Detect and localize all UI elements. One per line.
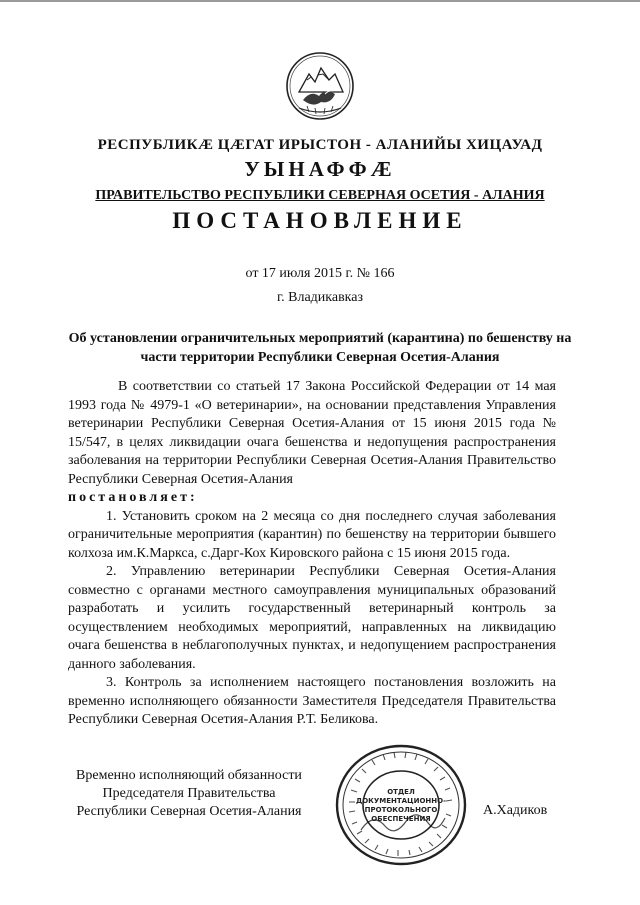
preamble-paragraph: В соответствии со статьей 17 Закона Российской Федерации от 14 мая 1993 года № 4979-1 «О ветеринарии», на основании представления Управления ветеринарии Республики Северная Осетия-Алания от 15 июня 2015 года № 15/547, в целях ликвидации очага бешенства и недопущения распространения заболевания на территории Республики Северная Осетия-Алания Правительство Республики Северная Осетия-Алания — [68, 379, 556, 487]
resolves-word: постановляет: — [68, 490, 198, 505]
position-line-1: Временно исполняющий обязанности — [76, 768, 302, 783]
item-2-paragraph: 2. Управлению ветеринарии Республики Северная Осетия-Алания совместно с органами местного самоуправления муниципальных образований разработать и усилить государственный ветеринарный контроль за осуществлением необходимых мероприятий, направленных на ликвидацию очага бешенства в неблагополучных пунктах, и недопущением распространения данного заболевания. — [68, 564, 556, 672]
top-scan-edge — [0, 0, 640, 2]
position-line-3: Республики Северная Осетия-Алания — [76, 804, 302, 819]
signatory-name: А.Хадиков — [483, 803, 548, 818]
republic-ossetian-header: РЕСПУБЛИКӔ ЦӔГАТ ИРЫСТОН - АЛАНИЙЫ ХИЦАУАД — [97, 137, 543, 153]
decree-body — [68, 378, 556, 730]
stamp-line-3: ПРОТОКОЛЬНОГО — [364, 806, 438, 814]
decree-ossetian-header: УЫНАФФӔ — [244, 157, 396, 181]
stamp-line-1: ОТДЕЛ — [387, 788, 415, 796]
government-russian-header — [0, 188, 640, 204]
stamp-line-2: ДОКУМЕНТАЦИОННО- — [356, 797, 446, 805]
government-russian-label: ПРАВИТЕЛЬСТВО РЕСПУБЛИКИ СЕВЕРНАЯ ОСЕТИЯ - АЛАНИЯ — [95, 188, 545, 203]
coat-of-arms-emblem — [285, 50, 355, 122]
decree-city: г. Владикавказ — [276, 290, 364, 305]
item-1-paragraph: 1. Установить сроком на 2 месяца со дня последнего случая заболевания ограничительные мероприятия (карантин) по бешенству на территории бывшего колхоза им.К.Маркса, с.Дарг-Кох Кировского района с 15 июня 2015 года. — [68, 508, 556, 561]
decree-date-number: от 17 июля 2015 г. № 166 — [245, 266, 395, 281]
stamp-line-4: ОБЕСПЕЧЕНИЯ — [371, 815, 431, 823]
item-3-paragraph: 3. Контроль за исполнением настоящего постановления возложить на временно исполняющего обязанности Заместителя Председателя Правительства Республики Северная Осетия-Алания Р.Т. Беликова. — [68, 675, 556, 727]
position-line-2: Председателя Правительства — [102, 786, 276, 801]
official-seal-stamp — [333, 742, 469, 868]
decree-russian-header: ПОСТАНОВЛЕНИЕ — [172, 208, 468, 233]
signatory-position — [58, 767, 320, 821]
decree-title: Об установлении ограничительных мероприятий (карантина) по бешенству на части территории Республики Северная Осетия-Алания — [68, 331, 572, 365]
